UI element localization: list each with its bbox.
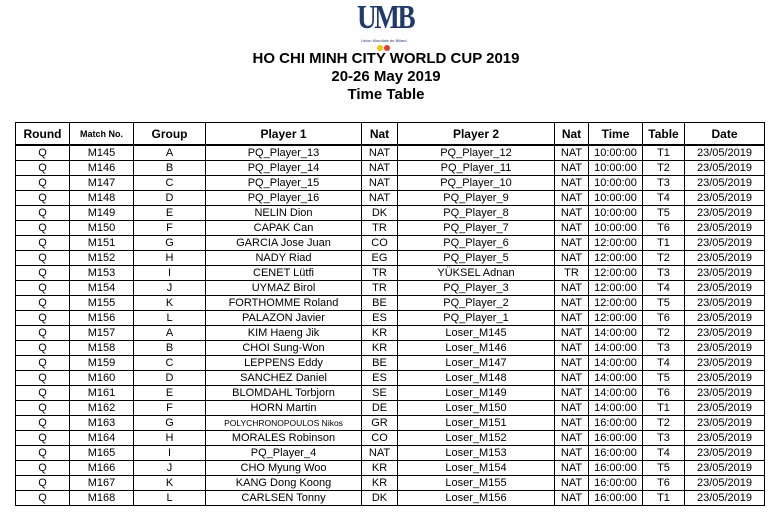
cell-player2: PQ_Player_10 xyxy=(398,176,555,191)
cell-time: 14:00:00 xyxy=(589,386,643,401)
cell-match-no: M145 xyxy=(70,145,134,161)
cell-date: 23/05/2019 xyxy=(685,416,765,431)
logo-letters: UMB xyxy=(357,0,414,36)
cell-match-no: M165 xyxy=(70,446,134,461)
cell-round: Q xyxy=(16,386,70,401)
table-row xyxy=(16,461,765,476)
cell-player2: PQ_Player_9 xyxy=(398,191,555,206)
cell-round: Q xyxy=(16,416,70,431)
cell-round: Q xyxy=(16,356,70,371)
cell-date: 23/05/2019 xyxy=(685,371,765,386)
logo-tagline: Union Mondiale de Billard xyxy=(361,38,407,43)
cell-nat2: NAT xyxy=(555,191,589,206)
cell-player1: FORTHOMME Roland xyxy=(206,296,362,311)
cell-date: 23/05/2019 xyxy=(685,446,765,461)
cell-nat1: NAT xyxy=(362,176,398,191)
cell-player2: YÜKSEL Adnan xyxy=(398,266,555,281)
cell-group: I xyxy=(134,266,206,281)
cell-match-no: M151 xyxy=(70,236,134,251)
cell-group: E xyxy=(134,386,206,401)
cell-player1: NADY Riad xyxy=(206,251,362,266)
cell-nat2: NAT xyxy=(555,176,589,191)
table-row xyxy=(16,281,765,296)
cell-nat2: TR xyxy=(555,266,589,281)
cell-nat1: TR xyxy=(362,266,398,281)
cell-table-no: T6 xyxy=(643,386,685,401)
cell-player1: CHO Myung Woo xyxy=(206,461,362,476)
col-player2-header: Player 2 xyxy=(398,123,555,146)
cell-round: Q xyxy=(16,206,70,221)
cell-round: Q xyxy=(16,266,70,281)
cell-date: 23/05/2019 xyxy=(685,461,765,476)
cell-time: 12:00:00 xyxy=(589,236,643,251)
cell-nat2: NAT xyxy=(555,416,589,431)
cell-date: 23/05/2019 xyxy=(685,356,765,371)
cell-nat2: NAT xyxy=(555,431,589,446)
cell-table-no: T4 xyxy=(643,281,685,296)
cell-table-no: T2 xyxy=(643,251,685,266)
cell-time: 10:00:00 xyxy=(589,221,643,236)
cell-nat1: KR xyxy=(362,341,398,356)
table-row xyxy=(16,236,765,251)
cell-player1: MORALES Robinson xyxy=(206,431,362,446)
cell-player2: Loser_M146 xyxy=(398,341,555,356)
cell-player1: CENET Lütfi xyxy=(206,266,362,281)
cell-time: 12:00:00 xyxy=(589,296,643,311)
cell-nat2: NAT xyxy=(555,371,589,386)
cell-round: Q xyxy=(16,281,70,296)
cell-player2: Loser_M152 xyxy=(398,431,555,446)
table-row xyxy=(16,416,765,431)
cell-player2: Loser_M147 xyxy=(398,356,555,371)
cell-match-no: M146 xyxy=(70,161,134,176)
cell-nat2: NAT xyxy=(555,145,589,161)
table-row xyxy=(16,476,765,491)
cell-date: 23/05/2019 xyxy=(685,221,765,236)
cell-round: Q xyxy=(16,145,70,161)
cell-nat2: NAT xyxy=(555,461,589,476)
table-row xyxy=(16,145,765,161)
table-row xyxy=(16,311,765,326)
cell-player1: KANG Dong Koong xyxy=(206,476,362,491)
cell-player1: HORN Martin xyxy=(206,401,362,416)
cell-nat1: BE xyxy=(362,296,398,311)
cell-table-no: T6 xyxy=(643,476,685,491)
table-row xyxy=(16,266,765,281)
cell-player2: PQ_Player_7 xyxy=(398,221,555,236)
cell-nat2: NAT xyxy=(555,161,589,176)
cell-player2: PQ_Player_1 xyxy=(398,311,555,326)
cell-group: I xyxy=(134,446,206,461)
cell-nat1: NAT xyxy=(362,145,398,161)
cell-nat1: KR xyxy=(362,326,398,341)
cell-group: F xyxy=(134,401,206,416)
cell-nat2: NAT xyxy=(555,341,589,356)
cell-nat1: CO xyxy=(362,236,398,251)
cell-match-no: M162 xyxy=(70,401,134,416)
cell-round: Q xyxy=(16,476,70,491)
cell-nat2: NAT xyxy=(555,356,589,371)
table-row xyxy=(16,386,765,401)
cell-group: F xyxy=(134,221,206,236)
cell-player1: PALAZON Javier xyxy=(206,311,362,326)
cell-group: A xyxy=(134,145,206,161)
cell-round: Q xyxy=(16,221,70,236)
cell-nat1: KR xyxy=(362,476,398,491)
cell-nat1: CO xyxy=(362,431,398,446)
cell-table-no: T1 xyxy=(643,401,685,416)
cell-nat1: EG xyxy=(362,251,398,266)
cell-round: Q xyxy=(16,491,70,506)
cell-group: A xyxy=(134,326,206,341)
event-dates: 20-26 May 2019 xyxy=(331,68,441,85)
table-row xyxy=(16,341,765,356)
col-nat2-header: Nat xyxy=(555,123,589,146)
cell-date: 23/05/2019 xyxy=(685,431,765,446)
cell-match-no: M152 xyxy=(70,251,134,266)
cell-nat1: DK xyxy=(362,206,398,221)
cell-player2: Loser_M155 xyxy=(398,476,555,491)
cell-nat2: NAT xyxy=(555,251,589,266)
cell-group: J xyxy=(134,281,206,296)
col-group-header: Group xyxy=(134,123,206,146)
cell-match-no: M167 xyxy=(70,476,134,491)
cell-player2: Loser_M151 xyxy=(398,416,555,431)
cell-match-no: M160 xyxy=(70,371,134,386)
cell-time: 14:00:00 xyxy=(589,341,643,356)
cell-date: 23/05/2019 xyxy=(685,341,765,356)
cell-nat2: NAT xyxy=(555,311,589,326)
cell-table-no: T3 xyxy=(643,176,685,191)
cell-nat2: NAT xyxy=(555,476,589,491)
cell-time: 14:00:00 xyxy=(589,401,643,416)
cell-player1: PQ_Player_14 xyxy=(206,161,362,176)
col-match-header: Match No. xyxy=(70,123,134,146)
cell-match-no: M166 xyxy=(70,461,134,476)
cell-table-no: T4 xyxy=(643,446,685,461)
cell-table-no: T2 xyxy=(643,416,685,431)
cell-round: Q xyxy=(16,251,70,266)
cell-date: 23/05/2019 xyxy=(685,161,765,176)
cell-match-no: M157 xyxy=(70,326,134,341)
table-row xyxy=(16,251,765,266)
cell-nat1: TR xyxy=(362,281,398,296)
cell-nat1: NAT xyxy=(362,446,398,461)
cell-date: 23/05/2019 xyxy=(685,476,765,491)
cell-match-no: M161 xyxy=(70,386,134,401)
title-block xyxy=(0,50,772,104)
cell-nat1: BE xyxy=(362,356,398,371)
cell-time: 12:00:00 xyxy=(589,311,643,326)
cell-time: 12:00:00 xyxy=(589,266,643,281)
cell-player1: PQ_Player_13 xyxy=(206,145,362,161)
cell-round: Q xyxy=(16,371,70,386)
cell-nat1: DE xyxy=(362,401,398,416)
cell-player2: Loser_M148 xyxy=(398,371,555,386)
cell-player1: PQ_Player_16 xyxy=(206,191,362,206)
cell-date: 23/05/2019 xyxy=(685,145,765,161)
cell-group: C xyxy=(134,176,206,191)
cell-date: 23/05/2019 xyxy=(685,326,765,341)
cell-player1: BLOMDAHL Torbjorn xyxy=(206,386,362,401)
cell-table-no: T6 xyxy=(643,311,685,326)
cell-date: 23/05/2019 xyxy=(685,176,765,191)
cell-date: 23/05/2019 xyxy=(685,206,765,221)
cell-time: 16:00:00 xyxy=(589,461,643,476)
cell-player1: KIM Haeng Jik xyxy=(206,326,362,341)
cell-table-no: T3 xyxy=(643,266,685,281)
cell-table-no: T2 xyxy=(643,161,685,176)
cell-match-no: M156 xyxy=(70,311,134,326)
cell-player1: PQ_Player_4 xyxy=(206,446,362,461)
cell-table-no: T5 xyxy=(643,206,685,221)
cell-time: 10:00:00 xyxy=(589,161,643,176)
cell-match-no: M155 xyxy=(70,296,134,311)
cell-round: Q xyxy=(16,446,70,461)
cell-group: G xyxy=(134,416,206,431)
cell-match-no: M149 xyxy=(70,206,134,221)
cell-player2: PQ_Player_8 xyxy=(398,206,555,221)
cell-player1: GARCIA Jose Juan xyxy=(206,236,362,251)
cell-time: 10:00:00 xyxy=(589,206,643,221)
cell-table-no: T3 xyxy=(643,431,685,446)
cell-group: C xyxy=(134,356,206,371)
cell-time: 14:00:00 xyxy=(589,326,643,341)
cell-nat1: KR xyxy=(362,461,398,476)
cell-match-no: M164 xyxy=(70,431,134,446)
cell-group: H xyxy=(134,251,206,266)
cell-nat2: NAT xyxy=(555,206,589,221)
table-row xyxy=(16,356,765,371)
cell-nat1: GR xyxy=(362,416,398,431)
cell-match-no: M163 xyxy=(70,416,134,431)
table-row xyxy=(16,191,765,206)
cell-group: E xyxy=(134,206,206,221)
cell-player1: LEPPENS Eddy xyxy=(206,356,362,371)
cell-group: B xyxy=(134,161,206,176)
cell-player2: Loser_M145 xyxy=(398,326,555,341)
time-table xyxy=(15,122,765,506)
cell-time: 16:00:00 xyxy=(589,446,643,461)
cell-nat2: NAT xyxy=(555,236,589,251)
cell-round: Q xyxy=(16,401,70,416)
cell-nat2: NAT xyxy=(555,221,589,236)
cell-time: 12:00:00 xyxy=(589,281,643,296)
cell-player1: SANCHEZ Daniel xyxy=(206,371,362,386)
cell-player1: CHOI Sung-Won xyxy=(206,341,362,356)
cell-group: K xyxy=(134,476,206,491)
cell-player1: POLYCHRONOPOULOS Nikos xyxy=(206,416,362,431)
cell-nat1: ES xyxy=(362,311,398,326)
cell-match-no: M153 xyxy=(70,266,134,281)
cell-player1: CARLSEN Tonny xyxy=(206,491,362,506)
cell-nat1: NAT xyxy=(362,161,398,176)
cell-time: 16:00:00 xyxy=(589,431,643,446)
cell-group: D xyxy=(134,191,206,206)
cell-round: Q xyxy=(16,341,70,356)
cell-nat2: NAT xyxy=(555,386,589,401)
cell-nat2: NAT xyxy=(555,401,589,416)
cell-player2: PQ_Player_2 xyxy=(398,296,555,311)
cell-player2: Loser_M149 xyxy=(398,386,555,401)
cell-date: 23/05/2019 xyxy=(685,251,765,266)
cell-nat2: NAT xyxy=(555,281,589,296)
col-nat1-header: Nat xyxy=(362,123,398,146)
cell-player1: NELIN Dion xyxy=(206,206,362,221)
table-row xyxy=(16,446,765,461)
cell-round: Q xyxy=(16,236,70,251)
cell-group: B xyxy=(134,341,206,356)
cell-nat2: NAT xyxy=(555,491,589,506)
cell-time: 16:00:00 xyxy=(589,416,643,431)
col-table-header: Table xyxy=(643,123,685,146)
cell-round: Q xyxy=(16,326,70,341)
cell-round: Q xyxy=(16,311,70,326)
cell-player2: PQ_Player_3 xyxy=(398,281,555,296)
table-row xyxy=(16,431,765,446)
event-title: HO CHI MINH CITY WORLD CUP 2019 xyxy=(252,50,520,67)
cell-time: 16:00:00 xyxy=(589,476,643,491)
table-row xyxy=(16,161,765,176)
cell-table-no: T4 xyxy=(643,356,685,371)
cell-date: 23/05/2019 xyxy=(685,491,765,506)
cell-table-no: T1 xyxy=(643,236,685,251)
cell-table-no: T5 xyxy=(643,296,685,311)
cell-table-no: T5 xyxy=(643,461,685,476)
cell-nat1: NAT xyxy=(362,191,398,206)
cell-player2: PQ_Player_5 xyxy=(398,251,555,266)
cell-match-no: M150 xyxy=(70,221,134,236)
cell-time: 12:00:00 xyxy=(589,251,643,266)
col-player1-header: Player 1 xyxy=(206,123,362,146)
cell-time: 16:00:00 xyxy=(589,491,643,506)
cell-match-no: M154 xyxy=(70,281,134,296)
table-row xyxy=(16,221,765,236)
table-row xyxy=(16,401,765,416)
cell-table-no: T5 xyxy=(643,371,685,386)
cell-player2: Loser_M154 xyxy=(398,461,555,476)
cell-date: 23/05/2019 xyxy=(685,311,765,326)
cell-date: 23/05/2019 xyxy=(685,266,765,281)
cell-round: Q xyxy=(16,461,70,476)
cell-time: 10:00:00 xyxy=(589,191,643,206)
cell-player2: PQ_Player_11 xyxy=(398,161,555,176)
col-time-header: Time xyxy=(589,123,643,146)
cell-match-no: M148 xyxy=(70,191,134,206)
table-row xyxy=(16,206,765,221)
cell-table-no: T1 xyxy=(643,145,685,161)
cell-date: 23/05/2019 xyxy=(685,401,765,416)
table-row xyxy=(16,326,765,341)
cell-nat1: ES xyxy=(362,371,398,386)
cell-group: L xyxy=(134,491,206,506)
cell-date: 23/05/2019 xyxy=(685,386,765,401)
cell-group: K xyxy=(134,296,206,311)
cell-player1: PQ_Player_15 xyxy=(206,176,362,191)
table-row xyxy=(16,491,765,506)
cell-match-no: M168 xyxy=(70,491,134,506)
cell-time: 14:00:00 xyxy=(589,371,643,386)
cell-round: Q xyxy=(16,161,70,176)
cell-date: 23/05/2019 xyxy=(685,191,765,206)
cell-group: D xyxy=(134,371,206,386)
col-date-header: Date xyxy=(685,123,765,146)
cell-time: 14:00:00 xyxy=(589,356,643,371)
cell-player1: CAPAK Can xyxy=(206,221,362,236)
cell-time: 10:00:00 xyxy=(589,145,643,161)
cell-match-no: M159 xyxy=(70,356,134,371)
cell-nat2: NAT xyxy=(555,326,589,341)
cell-table-no: T3 xyxy=(643,341,685,356)
cell-match-no: M158 xyxy=(70,341,134,356)
cell-round: Q xyxy=(16,431,70,446)
cell-table-no: T1 xyxy=(643,491,685,506)
cell-nat1: SE xyxy=(362,386,398,401)
table-row xyxy=(16,176,765,191)
cell-player2: PQ_Player_12 xyxy=(398,145,555,161)
col-round-header: Round xyxy=(16,123,70,146)
cell-group: L xyxy=(134,311,206,326)
cell-time: 10:00:00 xyxy=(589,176,643,191)
cell-player2: Loser_M156 xyxy=(398,491,555,506)
cell-round: Q xyxy=(16,176,70,191)
cell-round: Q xyxy=(16,191,70,206)
header-row xyxy=(16,123,765,146)
cell-group: G xyxy=(134,236,206,251)
table-row xyxy=(16,296,765,311)
cell-date: 23/05/2019 xyxy=(685,296,765,311)
cell-group: H xyxy=(134,431,206,446)
cell-player2: Loser_M150 xyxy=(398,401,555,416)
cell-player2: PQ_Player_6 xyxy=(398,236,555,251)
cell-nat2: NAT xyxy=(555,446,589,461)
cell-date: 23/05/2019 xyxy=(685,281,765,296)
cell-table-no: T2 xyxy=(643,326,685,341)
cell-date: 23/05/2019 xyxy=(685,236,765,251)
cell-player1: UYMAZ Birol xyxy=(206,281,362,296)
page-subtitle: Time Table xyxy=(347,86,425,103)
table-body xyxy=(16,145,765,506)
cell-table-no: T4 xyxy=(643,191,685,206)
cell-group: J xyxy=(134,461,206,476)
umb-logo xyxy=(351,0,421,56)
cell-table-no: T6 xyxy=(643,221,685,236)
cell-nat1: DK xyxy=(362,491,398,506)
cell-player2: Loser_M153 xyxy=(398,446,555,461)
table-row xyxy=(16,371,765,386)
cell-nat2: NAT xyxy=(555,296,589,311)
cell-match-no: M147 xyxy=(70,176,134,191)
cell-nat1: TR xyxy=(362,221,398,236)
cell-round: Q xyxy=(16,296,70,311)
